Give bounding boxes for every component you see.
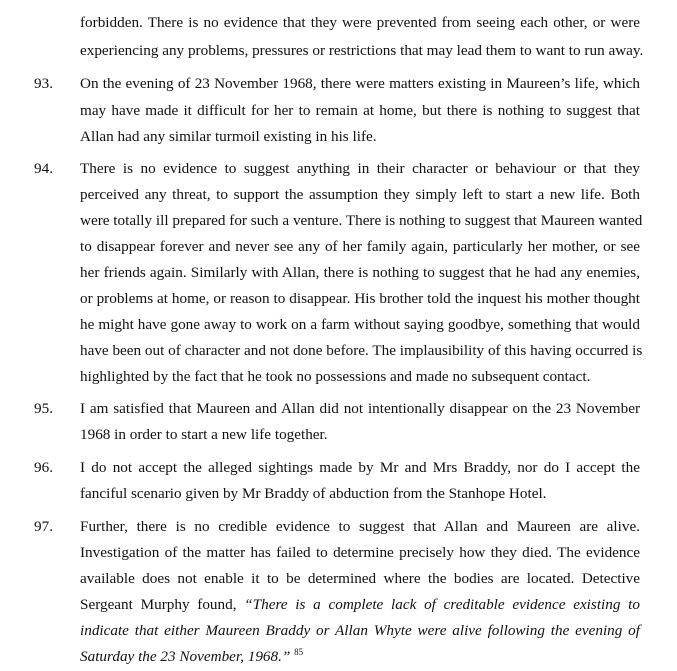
footnote-reference[interactable]: 85 bbox=[294, 647, 304, 657]
quotation-last-line bbox=[80, 644, 640, 670]
body-text-line: have been out of character and not done before. The implausibility of this having occurred is bbox=[80, 342, 643, 359]
body-text-line: I am satisfied that Maureen and Allan did not intentionally disappear on the 23 November bbox=[80, 400, 640, 417]
body-text-line: or problems at home, or reason to disappear. His brother told the inquest his mother thought bbox=[80, 290, 640, 307]
quotation-text: “There is a complete lack of creditable evidence existing to bbox=[244, 596, 640, 613]
body-text-line: I do not accept the alleged sightings made by Mr and Mrs Braddy, nor do I accept the bbox=[80, 459, 640, 476]
body-text-line: may have made it difficult for her to remain at home, but there is nothing to suggest that bbox=[80, 102, 640, 119]
body-text-line: Allan had any similar turmoil existing in his life. bbox=[80, 128, 377, 145]
body-text-line: On the evening of 23 November 1968, there were matters existing in Maureen’s life, which bbox=[80, 75, 640, 92]
paragraph-number: 94. bbox=[34, 160, 53, 177]
paragraph-number: 96. bbox=[34, 459, 53, 476]
body-text-line: were totally ill prepared for such a venture. There is nothing to suggest that Maureen wanted bbox=[80, 212, 643, 229]
body-text-line: experiencing any problems, pressures or restrictions that may lead them to want to run away. bbox=[80, 42, 644, 59]
quotation-text: Saturday the 23 November, 1968.” bbox=[80, 648, 291, 665]
body-text-line: he might have gone away to work on a farm without saying goodbye, something that would bbox=[80, 316, 640, 333]
paragraph-number: 93. bbox=[34, 75, 53, 92]
body-text-line: highlighted by the fact that he took no possessions and made no subsequent contact. bbox=[80, 368, 591, 385]
body-text-line: forbidden. There is no evidence that they were prevented from seeing each other, or were bbox=[80, 14, 640, 31]
paragraph-number: 97. bbox=[34, 518, 53, 535]
body-text-line: available does not enable it to be determined where the bodies are located. Detective bbox=[80, 570, 640, 587]
body-text-line: There is no evidence to suggest anything in their character or behaviour or that they bbox=[80, 160, 640, 177]
paragraph-number: 95. bbox=[34, 400, 53, 417]
quotation-line: indicate that either Maureen Braddy or Allan Whyte were alive following the evening of bbox=[80, 622, 640, 639]
body-text-line-with-quote bbox=[80, 592, 640, 618]
body-text-line: to disappear forever and never see any of her family again, particularly her mother, or see bbox=[80, 238, 640, 255]
body-text-line: perceived any threat, to support the assumption they simply left to start a new life. Both bbox=[80, 186, 640, 203]
body-text-line: fanciful scenario given by Mr Braddy of abduction from the Stanhope Hotel. bbox=[80, 485, 547, 502]
body-text-line: Further, there is no credible evidence to suggest that Allan and Maureen are alive. bbox=[80, 518, 640, 535]
body-text-line: her friends again. Similarly with Allan, there is nothing to suggest that he had any enemies, bbox=[80, 264, 640, 281]
body-text-line: Investigation of the matter has failed to determine precisely how they died. The evidence bbox=[80, 544, 640, 561]
quote-intro-text: Sergeant Murphy found, bbox=[80, 596, 245, 613]
body-text-line: 1968 in order to start a new life together. bbox=[80, 426, 328, 443]
